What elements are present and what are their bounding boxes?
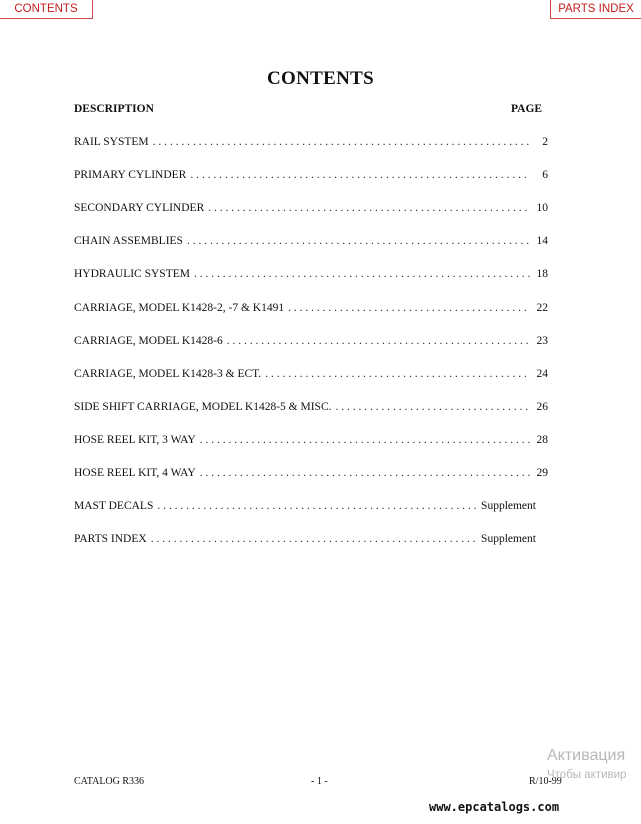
toc-entry-label: CARRIAGE, MODEL K1428-3 & ECT.	[74, 367, 262, 380]
contents-nav-button[interactable]: CONTENTS	[0, 0, 93, 19]
toc-entry-page: Supplement	[481, 500, 536, 513]
toc-entry[interactable]	[74, 268, 548, 284]
page-column-header: PAGE	[511, 103, 543, 115]
toc-entry-label: SIDE SHIFT CARRIAGE, MODEL K1428-5 & MISC.	[74, 400, 332, 413]
dot-leader	[153, 136, 530, 148]
catalog-number: CATALOG R336	[74, 776, 145, 787]
toc-entry[interactable]	[74, 302, 548, 318]
toc-entry-page: 28	[536, 433, 548, 446]
toc-entry[interactable]	[74, 202, 548, 218]
toc-entry-label: SECONDARY CYLINDER	[74, 202, 205, 215]
dot-leader	[151, 533, 479, 545]
toc-entry-page: 6	[542, 169, 548, 182]
revision-date: R/10-99	[529, 776, 562, 787]
toc-entry[interactable]	[74, 169, 548, 185]
toc-entry[interactable]	[74, 467, 548, 483]
toc-entry[interactable]	[74, 434, 548, 450]
toc-entry-label: HYDRAULIC SYSTEM	[74, 268, 190, 281]
description-column-header: DESCRIPTION	[74, 103, 154, 115]
toc-entry-page: 24	[536, 367, 548, 380]
dot-leader	[208, 202, 530, 214]
toc-entry-page: 26	[536, 400, 548, 413]
toc-entry-page: Supplement	[481, 533, 536, 546]
toc-entry[interactable]	[74, 335, 548, 351]
parts-index-nav-button[interactable]: PARTS INDEX	[550, 0, 641, 19]
toc-entry-page: 22	[536, 301, 548, 314]
activation-watermark-text: Чтобы активир	[547, 769, 627, 781]
toc-entry[interactable]	[74, 235, 548, 251]
dot-leader	[157, 500, 479, 512]
dot-leader	[200, 434, 530, 446]
toc-entry-label: HOSE REEL KIT, 4 WAY	[74, 467, 196, 479]
toc-entry-label: CARRIAGE, MODEL K1428-2, -7 & K1491	[74, 301, 285, 314]
toc-entry-page: 18	[536, 268, 548, 281]
toc-entry-label: HOSE REEL KIT, 3 WAY	[74, 433, 196, 446]
toc-entry-label: MAST DECALS	[74, 500, 154, 513]
toc-entry-label: CARRIAGE, MODEL K1428-6	[74, 334, 223, 347]
dot-leader	[200, 467, 530, 479]
toc-entry-label: PRIMARY CYLINDER	[74, 169, 187, 182]
dot-leader	[190, 169, 530, 181]
dot-leader	[187, 235, 530, 247]
toc-entry[interactable]	[74, 500, 548, 516]
page-number: - 1 -	[311, 776, 328, 787]
toc-entry-page: 14	[536, 235, 548, 248]
toc-entry-page: 10	[536, 202, 548, 215]
toc-entry[interactable]	[74, 368, 548, 384]
activation-watermark-title: Активация	[547, 747, 626, 764]
toc-entry-page: 23	[536, 334, 548, 347]
dot-leader	[265, 368, 530, 380]
toc-entry-page: 2	[542, 136, 548, 148]
toc-entry-label: CHAIN ASSEMBLIES	[74, 235, 183, 248]
toc-entry-page: 29	[536, 467, 548, 479]
toc-entry[interactable]	[74, 401, 548, 417]
toc-entry-label: RAIL SYSTEM	[74, 136, 149, 148]
dot-leader	[194, 268, 530, 280]
toc-entry-label: PARTS INDEX	[74, 533, 147, 546]
page-title: CONTENTS	[267, 68, 374, 89]
dot-leader	[336, 401, 531, 413]
dot-leader	[227, 335, 530, 347]
site-watermark: www.epcatalogs.com	[429, 800, 560, 814]
toc-entry[interactable]	[74, 533, 548, 549]
dot-leader	[288, 302, 530, 314]
toc-entry[interactable]	[74, 136, 548, 152]
